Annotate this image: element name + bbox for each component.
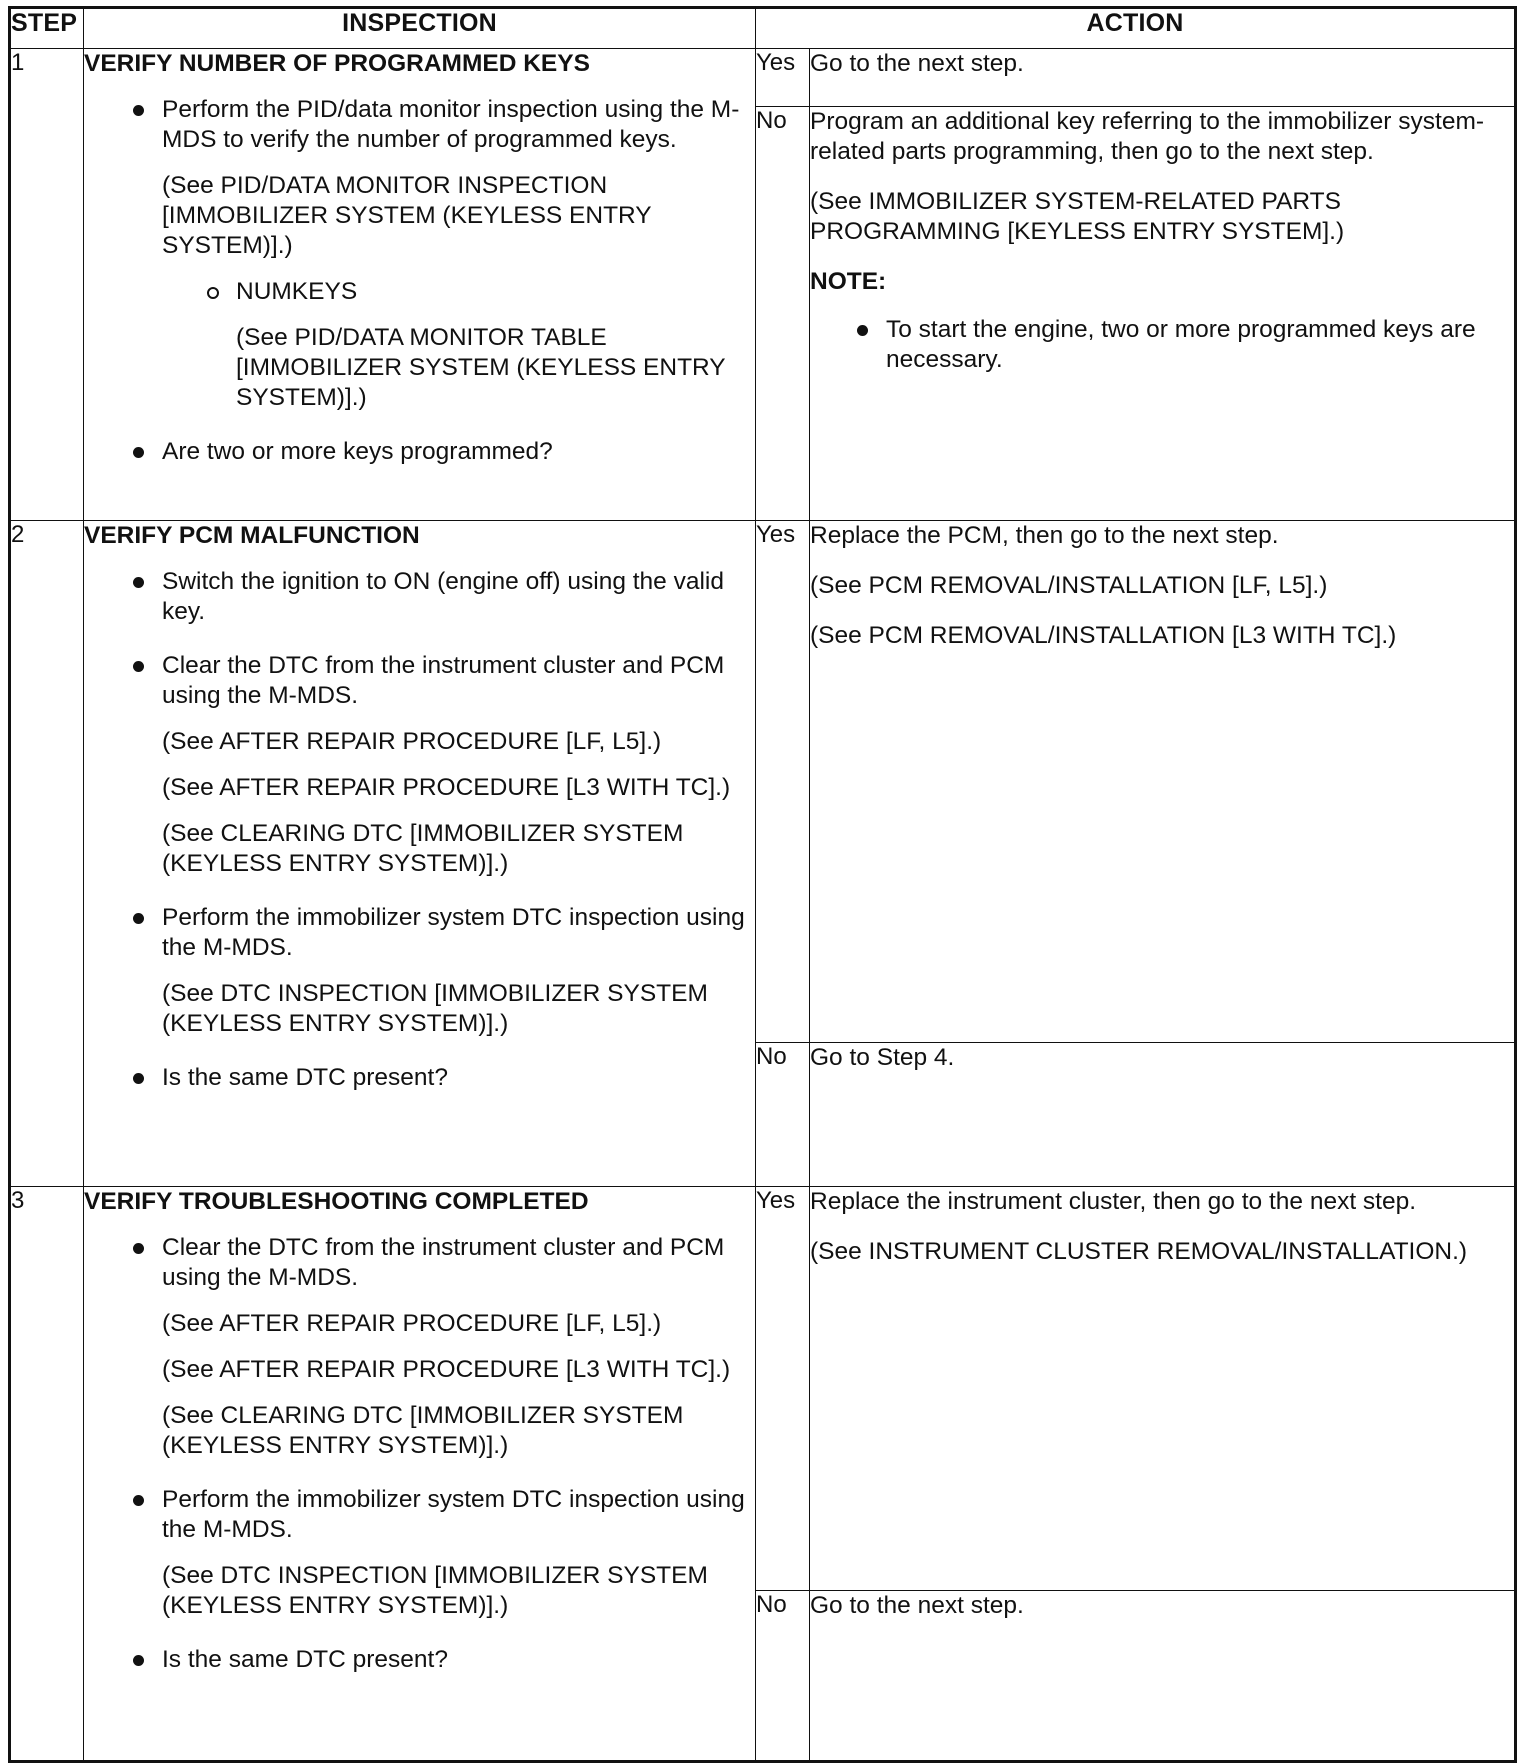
step-number: 1 xyxy=(10,49,84,521)
yes-label: Yes xyxy=(756,49,810,107)
yes-action xyxy=(810,1187,1516,1591)
step-title: VERIFY TROUBLESHOOTING COMPLETED xyxy=(84,1188,589,1215)
reference-link[interactable]: (See PID/DATA MONITOR TABLE [IMMOBILIZER SYSTEM (KEYLESS ENTRY SYSTEM)].) xyxy=(236,324,726,411)
table-header-row xyxy=(10,8,1516,49)
step-2-inspection xyxy=(84,521,756,1187)
list-item xyxy=(162,1645,755,1675)
inspection-question: Is the same DTC present? xyxy=(162,1064,448,1091)
table-row xyxy=(10,1187,1516,1591)
inspection-text: Switch the ignition to ON (engine off) using the valid key. xyxy=(162,568,725,625)
header-action: ACTION xyxy=(756,8,1516,49)
action-text: Go to the next step. xyxy=(810,50,1024,77)
sub-item-text: NUMKEYS xyxy=(236,278,358,305)
list-item: To start the engine, two or more programmed keys are necessary. xyxy=(886,315,1514,375)
inspection-question: Are two or more keys programmed? xyxy=(162,438,553,465)
step-number: 3 xyxy=(10,1187,84,1762)
inspection-text: Perform the immobilizer system DTC inspection using the M-MDS. xyxy=(162,904,745,961)
troubleshooting-table xyxy=(8,6,1517,1763)
sub-list-item xyxy=(236,277,755,413)
table-row xyxy=(10,521,1516,1043)
list-item xyxy=(162,1485,755,1621)
list-item xyxy=(162,1063,755,1093)
action-text: Program an additional key referring to the immobilizer system-related parts programming, then go to the next step. xyxy=(810,108,1485,165)
list-item xyxy=(162,95,755,413)
no-action xyxy=(810,107,1516,521)
yes-label: Yes xyxy=(756,521,810,1043)
inspection-text: Clear the DTC from the instrument cluster and PCM using the M-MDS. xyxy=(162,1234,725,1291)
step-title: VERIFY PCM MALFUNCTION xyxy=(84,522,420,549)
no-label: No xyxy=(756,1591,810,1762)
action-text: Go to the next step. xyxy=(810,1592,1024,1619)
list-item xyxy=(162,437,755,467)
step-number: 2 xyxy=(10,521,84,1187)
yes-label: Yes xyxy=(756,1187,810,1591)
no-action xyxy=(810,1591,1516,1762)
reference-link[interactable]: (See PID/DATA MONITOR INSPECTION [IMMOBILIZER SYSTEM (KEYLESS ENTRY SYSTEM)].) xyxy=(162,172,652,259)
no-label: No xyxy=(756,1043,810,1187)
inspection-list xyxy=(84,95,755,467)
inspection-question: Is the same DTC present? xyxy=(162,1646,448,1673)
list-item xyxy=(162,651,755,879)
reference-link[interactable]: (See AFTER REPAIR PROCEDURE [L3 WITH TC].) xyxy=(162,1356,731,1383)
sub-list xyxy=(162,277,755,413)
inspection-list xyxy=(84,567,755,1093)
header-step: STEP xyxy=(10,8,84,49)
reference-link[interactable]: (See CLEARING DTC [IMMOBILIZER SYSTEM (KEYLESS ENTRY SYSTEM)].) xyxy=(162,820,684,877)
no-label: No xyxy=(756,107,810,521)
list-item xyxy=(162,567,755,627)
reference-link[interactable]: (See DTC INSPECTION [IMMOBILIZER SYSTEM (KEYLESS ENTRY SYSTEM)].) xyxy=(162,1562,708,1619)
header-inspection: INSPECTION xyxy=(84,8,756,49)
inspection-text: Perform the immobilizer system DTC inspection using the M-MDS. xyxy=(162,1486,745,1543)
yes-action xyxy=(810,521,1516,1043)
reference-link[interactable]: (See AFTER REPAIR PROCEDURE [LF, L5].) xyxy=(162,1310,662,1337)
reference-link[interactable]: (See PCM REMOVAL/INSTALLATION [LF, L5].) xyxy=(810,572,1328,599)
reference-link[interactable]: (See IMMOBILIZER SYSTEM-RELATED PARTS PROGRAMMING [KEYLESS ENTRY SYSTEM].) xyxy=(810,188,1345,245)
table-row xyxy=(10,49,1516,107)
list-item xyxy=(162,903,755,1039)
no-action xyxy=(810,1043,1516,1187)
action-text: Replace the PCM, then go to the next step. xyxy=(810,522,1279,549)
reference-link[interactable]: (See AFTER REPAIR PROCEDURE [L3 WITH TC].) xyxy=(162,774,731,801)
reference-link[interactable]: (See AFTER REPAIR PROCEDURE [LF, L5].) xyxy=(162,728,662,755)
step-title: VERIFY NUMBER OF PROGRAMMED KEYS xyxy=(84,50,590,77)
action-text: Go to Step 4. xyxy=(810,1044,955,1071)
action-text: Replace the instrument cluster, then go to the next step. xyxy=(810,1188,1417,1215)
step-3-inspection xyxy=(84,1187,756,1762)
reference-link[interactable]: (See DTC INSPECTION [IMMOBILIZER SYSTEM (KEYLESS ENTRY SYSTEM)].) xyxy=(162,980,708,1037)
yes-action xyxy=(810,49,1516,107)
reference-link[interactable]: (See INSTRUMENT CLUSTER REMOVAL/INSTALLATION.) xyxy=(810,1238,1468,1265)
step-1-inspection xyxy=(84,49,756,521)
inspection-list xyxy=(84,1233,755,1675)
note-label: NOTE: xyxy=(810,268,887,295)
reference-link[interactable]: (See PCM REMOVAL/INSTALLATION [L3 WITH TC].) xyxy=(810,622,1397,649)
note-list xyxy=(810,315,1514,375)
troubleshooting-page xyxy=(8,6,1514,1758)
reference-link[interactable]: (See CLEARING DTC [IMMOBILIZER SYSTEM (KEYLESS ENTRY SYSTEM)].) xyxy=(162,1402,684,1459)
inspection-text: Perform the PID/data monitor inspection using the M-MDS to verify the number of programmed keys. xyxy=(162,96,740,153)
list-item xyxy=(162,1233,755,1461)
inspection-text: Clear the DTC from the instrument cluster and PCM using the M-MDS. xyxy=(162,652,725,709)
